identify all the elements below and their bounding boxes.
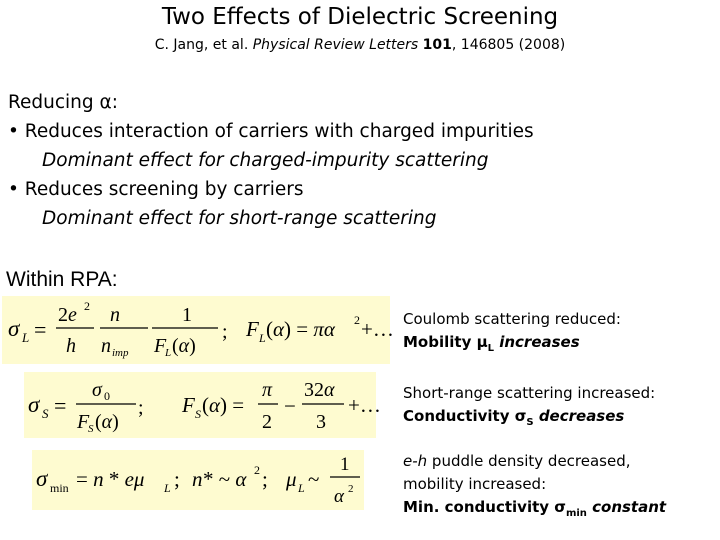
svg-text:n: n [192, 467, 203, 491]
note-coulomb-line2: Mobility $\mu_L$ increases [403, 333, 580, 354]
svg-text:−: − [284, 394, 296, 418]
svg-text:F: F [182, 393, 195, 417]
svg-text:~: ~ [308, 467, 320, 491]
svg-text:=: = [54, 393, 67, 418]
svg-text:n: n [110, 304, 120, 326]
svg-text:n: n [101, 335, 111, 357]
note-short-range-line1: Short-range scattering increased: [403, 384, 656, 402]
svg-text:2: 2 [348, 483, 354, 495]
svg-text:π: π [262, 379, 273, 401]
note-min-conductivity [403, 450, 666, 525]
reducing-alpha-block [8, 88, 534, 233]
svg-text:L: L [259, 331, 266, 345]
svg-text:+…: +… [348, 393, 381, 417]
citation-volume: 101 [422, 37, 452, 53]
svg-text:(α): (α) [172, 335, 196, 357]
svg-text:(α) =: (α) = [202, 393, 245, 417]
bullet-1-sub: Dominant effect for charged-impurity scattering [42, 150, 489, 171]
svg-text:σ: σ [8, 316, 20, 341]
svg-text:2: 2 [84, 299, 90, 313]
equation-sigma-l-image [2, 296, 394, 364]
svg-text:min: min [50, 481, 69, 495]
svg-text:32α: 32α [304, 379, 335, 401]
note-short-range-line2: Conductivity $\sigma_S$ decreases [403, 407, 625, 428]
reducing-heading: Reducing α: [8, 92, 118, 113]
svg-text:(α) = πα: (α) = πα [266, 317, 335, 341]
svg-text:2: 2 [254, 463, 260, 477]
svg-text:F: F [77, 411, 90, 433]
note-coulomb-line1: Coulomb scattering reduced: [403, 310, 621, 328]
bullet-2: • Reduces screening by carriers [8, 179, 304, 200]
svg-text:* ~ α: * ~ α [203, 467, 247, 491]
svg-text:;: ; [174, 467, 180, 491]
svg-text:2: 2 [262, 411, 272, 433]
svg-text:μ: μ [286, 467, 297, 491]
citation-authors: C. Jang, et al. [154, 37, 249, 53]
equation-sigma-min-image [32, 450, 364, 510]
svg-text:;: ; [138, 397, 144, 419]
svg-text:L: L [164, 481, 171, 495]
citation-pages-year: , 146805 (2008) [451, 37, 566, 53]
svg-text:α: α [334, 486, 344, 507]
citation [0, 37, 720, 53]
svg-text:S: S [195, 407, 201, 421]
rpa-label: Within RPA: [6, 268, 118, 291]
citation-journal: Physical Review Letters [252, 37, 419, 53]
svg-text:=: = [34, 317, 47, 342]
svg-text:(α): (α) [95, 411, 119, 433]
note-min-line2: mobility increased: [403, 475, 547, 493]
svg-text:σ: σ [92, 379, 102, 401]
svg-text:2e: 2e [58, 304, 77, 326]
equation-sigma-s-image [24, 372, 381, 438]
equation-sigma-l [2, 296, 394, 364]
svg-text:F: F [246, 317, 259, 341]
bullet-2-sub: Dominant effect for short-range scattering [42, 208, 437, 229]
svg-text:+…: +… [361, 317, 394, 341]
note-short-range [403, 382, 655, 434]
svg-text:2: 2 [354, 313, 360, 327]
svg-text:imp: imp [112, 347, 129, 359]
svg-text:L: L [298, 481, 305, 495]
svg-text:L: L [22, 330, 30, 345]
svg-text:;: ; [222, 321, 228, 343]
equation-sigma-s [24, 372, 381, 438]
note-coulomb [403, 308, 621, 360]
svg-text:0: 0 [104, 389, 110, 403]
svg-text:h: h [66, 335, 76, 357]
svg-text:σ: σ [36, 466, 48, 491]
bullet-1: • Reduces interaction of carriers with charged impurities [8, 121, 534, 142]
equation-sigma-min [32, 450, 364, 510]
svg-text:F: F [154, 335, 167, 357]
svg-text:1: 1 [182, 304, 192, 326]
svg-text:S: S [42, 406, 49, 421]
svg-text:σ: σ [28, 392, 40, 417]
svg-text:1: 1 [340, 454, 350, 475]
svg-text:L: L [165, 347, 172, 359]
note-min-line3: Min. conductivity $\sigma_{min}$ constant [403, 498, 667, 519]
svg-text:;: ; [262, 467, 268, 491]
svg-text:3: 3 [316, 411, 326, 433]
svg-text:S: S [88, 423, 94, 435]
slide-title: Two Effects of Dielectric Screening [161, 4, 559, 30]
svg-text:= n * eμ: = n * eμ [76, 467, 145, 491]
note-min-line1: e-h puddle density decreased, [403, 452, 631, 470]
